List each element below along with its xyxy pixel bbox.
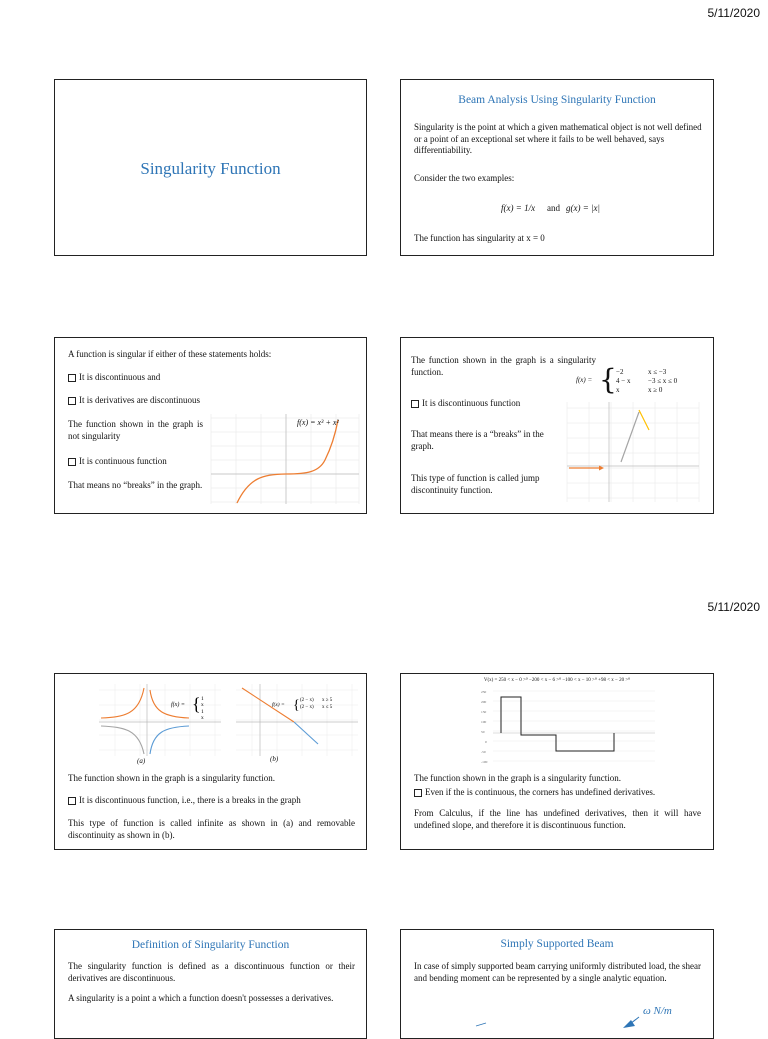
checkbox-icon [68,374,76,382]
slide-heading: Simply Supported Beam [500,938,614,950]
singularity-statement: The function shown in the graph is a singularity function. [414,773,621,783]
condition-item-1: It is discontinuous and [68,372,160,384]
shear-line [501,697,614,751]
checkbox-icon [414,789,422,797]
formula-and: and [547,203,560,213]
svg-text:f(x) =: f(x) = [272,702,285,708]
condition-item-2: It is derivatives are discontinuous [68,395,200,407]
discontinuity-types-paragraph: This type of function is called infinite as shown in (a) and removable discontinuity as shown in (b). [68,818,355,840]
svg-text:1: 1 [201,696,204,702]
svg-text:{: { [192,694,201,714]
page-date: 5/11/2020 [707,600,760,614]
checkbox-icon [68,397,76,405]
svg-text:x: x [201,715,204,721]
svg-text:(2 − x): (2 − x) [300,698,314,703]
svg-text:-100: -100 [481,760,488,764]
calculus-paragraph: From Calculus, if the line has undefined derivatives, then it will have undefined slope, and therefore it is discontinuous function. [414,808,701,830]
discontinuous-item: It is discontinuous function [411,398,520,410]
chart-title: V(x) = 250 < x − 0 >⁰ −200 < x − 6 >⁰ −100 < x − 10 >⁰ +98 < x − 20 >⁰ [483,678,631,683]
slide-shear-function [400,673,714,850]
singularity-statement: The function shown in the graph is a singularity function. [68,773,275,783]
formula-g: g(x) = |x| [566,203,601,213]
cubic-curve [237,420,338,503]
singularity-point-paragraph: A singularity is a point a which a function doesn't possesses a derivatives. [68,993,334,1003]
graph-a-label: (a) [137,757,146,765]
graph-a [95,680,225,760]
beam-sketch [461,1012,641,1030]
slide-beam-analysis [400,79,714,256]
svg-text:x ≤ 5: x ≤ 5 [322,705,333,710]
beam-paragraph: In case of simply supported beam carrying uniformly distributed load, the shear and bending moment can be represented by a single analytic equation. [414,961,701,983]
discontinuous-item: It is discontinuous function, i.e., there is a breaks in the graph [68,795,301,807]
jump-graph [559,398,705,508]
slide-jump-discontinuity [400,337,714,514]
definition-paragraph: Singularity is the point at which a given mathematical object is not well defined or a point of an exceptional set where it fails to be well behaved, says differentiability. [414,122,702,155]
jump-intro: The function shown in the graph is a singularity function. [411,355,596,377]
slide-singular-conditions [54,337,367,514]
segment-identity [639,410,649,430]
shear-step-chart [479,686,659,766]
piecewise-formula: f(x) = { −2 4 − x x x ≤ −3 −3 ≤ x ≤ 0 x ≥ 0 [576,363,678,396]
graph-b [232,680,362,760]
continuous-item: It is continuous function [68,456,167,468]
formula-f: f(x) = 1/x [501,203,536,213]
svg-text:{: { [293,698,300,713]
singularity-statement: The function has singularity at x = 0 [414,233,545,243]
slide-infinite-discontinuity [54,673,367,850]
no-breaks-paragraph: That means no “breaks” in the graph. [68,480,203,490]
svg-text:250: 250 [481,690,487,694]
svg-text:0: 0 [485,740,487,744]
slide-title [54,79,367,256]
cubic-graph [207,410,363,508]
svg-text:f(x) =: f(x) = [171,702,185,708]
checkbox-icon [68,797,76,805]
svg-text:x: x [201,702,204,708]
slide-heading: Beam Analysis Using Singularity Function [458,94,656,106]
slide-simply-supported-beam [400,929,714,1039]
svg-text:-50: -50 [481,750,486,754]
graph-b-label: (b) [270,755,279,763]
slide-heading: Definition of Singularity Function [131,939,290,951]
checkbox-icon [68,458,76,466]
svg-text:(2 − x): (2 − x) [300,705,314,710]
svg-text:200: 200 [481,700,487,704]
checkbox-icon [411,400,419,408]
svg-text:150: 150 [481,710,487,714]
slide-title-text: Singularity Function [140,159,281,178]
load-label: ω N/m [643,1005,672,1017]
page-date: 5/11/2020 [707,6,760,20]
svg-text:50: 50 [481,730,485,734]
examples-intro: Consider the two examples: [414,173,515,183]
not-singularity-paragraph: The function shown in the graph is not singularity [68,419,203,441]
corners-item: Even if the is continuous, the corners has undefined derivatives. [414,787,655,799]
conditions-intro: A function is singular if either of these statements holds: [68,349,272,359]
graph-label: f(x) = x³ + x² [297,418,339,427]
slide-definition [54,929,367,1039]
definition-paragraph: The singularity function is defined as a discontinuous function or their derivatives are discontinuous. [68,961,355,983]
svg-text:1: 1 [201,709,204,715]
segment-linear [621,412,639,462]
svg-text:100: 100 [481,720,487,724]
jump-type-paragraph: This type of function is called jump discontinuity function. [411,473,540,495]
breaks-paragraph: That means there is a “breaks” in the graph. [411,429,544,451]
svg-text:x ≥ 5: x ≥ 5 [322,698,333,703]
